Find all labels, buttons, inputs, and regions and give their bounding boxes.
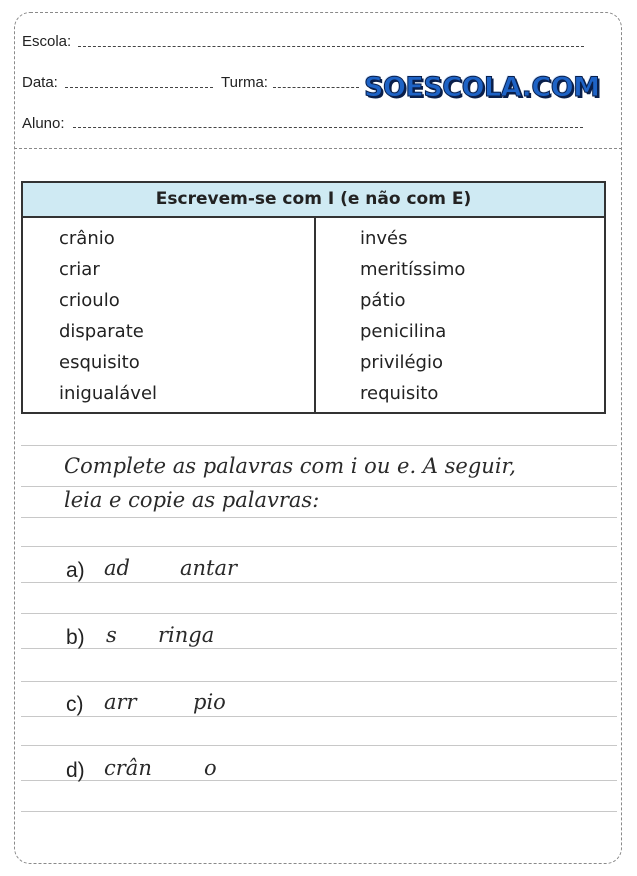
word-item: crioulo [59, 290, 120, 311]
header-divider [14, 148, 622, 149]
rule-title: Escrevem-se com I (e não com E) [23, 183, 604, 218]
item-b-part2: ringa [158, 623, 215, 647]
class-label: Turma: [221, 74, 268, 91]
ruled-line [21, 546, 617, 547]
item-d-part2: o [204, 756, 217, 780]
instruction-line-2: leia e copie as palavras: [64, 488, 320, 512]
word-item: disparate [59, 321, 144, 342]
item-a-letter: a) [66, 559, 85, 582]
right-word-column [360, 223, 465, 409]
item-c-letter: c) [66, 693, 84, 716]
word-item: invés [360, 228, 408, 249]
word-item: meritíssimo [360, 259, 466, 280]
student-field[interactable] [73, 127, 583, 128]
site-logo: SOESCOLA.COM [364, 72, 600, 103]
ruled-line [21, 486, 617, 487]
left-word-column [59, 223, 157, 409]
word-item: penicilina [360, 321, 447, 342]
word-item: inigualável [59, 383, 158, 404]
word-item: esquisito [59, 352, 140, 373]
item-c-part1: arr [104, 690, 137, 714]
item-c-part2: pio [193, 690, 226, 714]
item-a-part1: ad [104, 556, 130, 580]
worksheet-border [14, 12, 622, 864]
ruled-line [21, 780, 617, 781]
word-item: pátio [360, 290, 406, 311]
ruled-line [21, 716, 617, 717]
school-label: Escola: [22, 33, 72, 50]
item-d-letter: d) [66, 759, 85, 782]
school-field[interactable] [78, 46, 584, 47]
date-field[interactable] [65, 87, 213, 88]
ruled-line [21, 811, 617, 812]
ruled-line [21, 681, 617, 682]
spelling-rule-box [21, 181, 606, 414]
student-label: Aluno: [22, 115, 65, 132]
ruled-line [21, 648, 617, 649]
ruled-line [21, 517, 617, 518]
word-item: criar [59, 259, 100, 280]
item-b-part1: s [106, 623, 117, 647]
column-divider [314, 216, 316, 412]
date-label: Data: [22, 74, 58, 91]
instruction-line-1: Complete as palavras com i ou e. A seguir, [64, 454, 516, 478]
word-item: privilégio [360, 352, 443, 373]
item-b-letter: b) [66, 626, 85, 649]
word-item: crânio [59, 228, 115, 249]
item-a-part2: antar [180, 556, 238, 580]
ruled-line [21, 582, 617, 583]
ruled-line [21, 613, 617, 614]
class-field[interactable] [273, 87, 359, 88]
item-d-part1: crân [104, 756, 152, 780]
ruled-line [21, 445, 617, 446]
word-item: requisito [360, 383, 439, 404]
ruled-line [21, 745, 617, 746]
